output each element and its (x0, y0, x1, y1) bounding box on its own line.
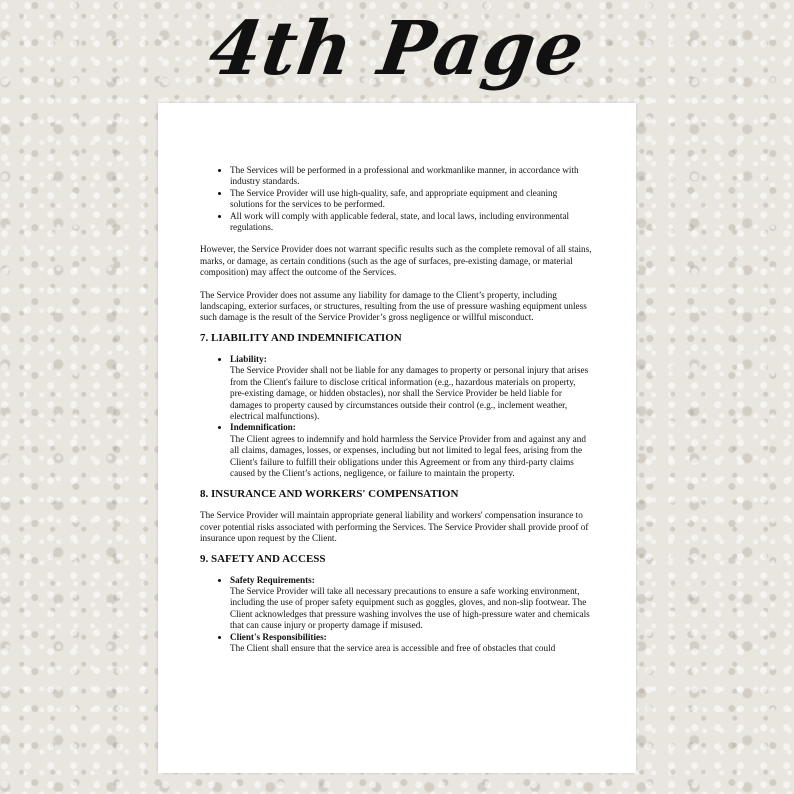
list-item (230, 575, 592, 632)
document-page (158, 103, 636, 773)
item-text: The Client shall ensure that the service area is accessible and free of obstacles that could (230, 643, 556, 653)
list-item (230, 422, 592, 479)
list-item: • The Service Provider will use high-quality, safe, and appropriate equipment and cleaning solutions for the services to be performed. (230, 188, 592, 211)
item-text: The Service Provider shall not be liable for any damages to property or personal injury that arises from the Client's failure to disclose critical information (e.g., hazardous materials on property, pre-existing damage, or hidden obstacles), nor shall the Service Provider be held liable for damages to property caused by circumstances outside their control (e.g., inclement weather, electrical malfunctions). (230, 365, 589, 421)
section-9-heading: 9. SAFETY AND ACCESS (200, 552, 326, 565)
item-text: The Client agrees to indemnify and hold harmless the Service Provider from and against any and all claims, damages, losses, or expenses, including but not limited to legal fees, arising from the Client's failure to fulfill their obligations under this Agreement or from any third-party claims caused by the Client’s actions, negligence, or failure to maintain the property. (230, 433, 586, 478)
liability-damage-paragraph: The Service Provider does not assume any liability for damage to the Client’s property, including landscaping, exterior surfaces, or structures, resulting from the use of pressure washing equipment unless such damage is the result of the Service Provider’s gross negligence or willful misconduct. (200, 289, 587, 323)
section-7-list (200, 354, 592, 479)
section-8-paragraph: The Service Provider will maintain appropriate general liability and workers' compensation insurance to cover potential risks associated with performing the Services. The Service Provider shall provide proof of insurance upon request by the Client. (200, 510, 589, 544)
section-9-list (200, 575, 592, 655)
intro-bullet-list (200, 165, 592, 233)
section-8-heading: 8. INSURANCE AND WORKERS' COMPENSATION (200, 488, 459, 501)
section-7-heading: 7. LIABILITY AND INDEMNIFICATION (200, 331, 402, 344)
list-item: • The Services will be performed in a professional and workmanlike manner, in accordance with industry standards. (230, 165, 592, 188)
item-label: • Client's Responsibilities: (230, 631, 327, 642)
document-content (200, 165, 592, 654)
list-item (230, 354, 592, 422)
page-title: 4th Page (204, 6, 590, 92)
item-label: • Liability: (230, 353, 267, 364)
item-text: The Service Provider will take all necessary precautions to ensure a safe working environment, including the use of proper safety equipment such as goggles, gloves, and non-slip footwear. The Client acknowledges that pressure washing involves the use of high-pressure water and chemicals that can cause injury or property damage if misused. (230, 585, 590, 631)
item-label: • Safety Requirements: (230, 574, 315, 585)
warranty-paragraph: However, the Service Provider does not warrant specific results such as the complete removal of all stains, marks, or damage, as certain conditions (such as the age of surfaces, pre-existing damage, or material composition) may affect the outcome of the Services. (200, 244, 592, 278)
item-label: • Indemnification: (230, 422, 296, 433)
list-item (230, 632, 592, 655)
list-item: • All work will comply with applicable federal, state, and local laws, including environmental regulations. (230, 211, 592, 234)
